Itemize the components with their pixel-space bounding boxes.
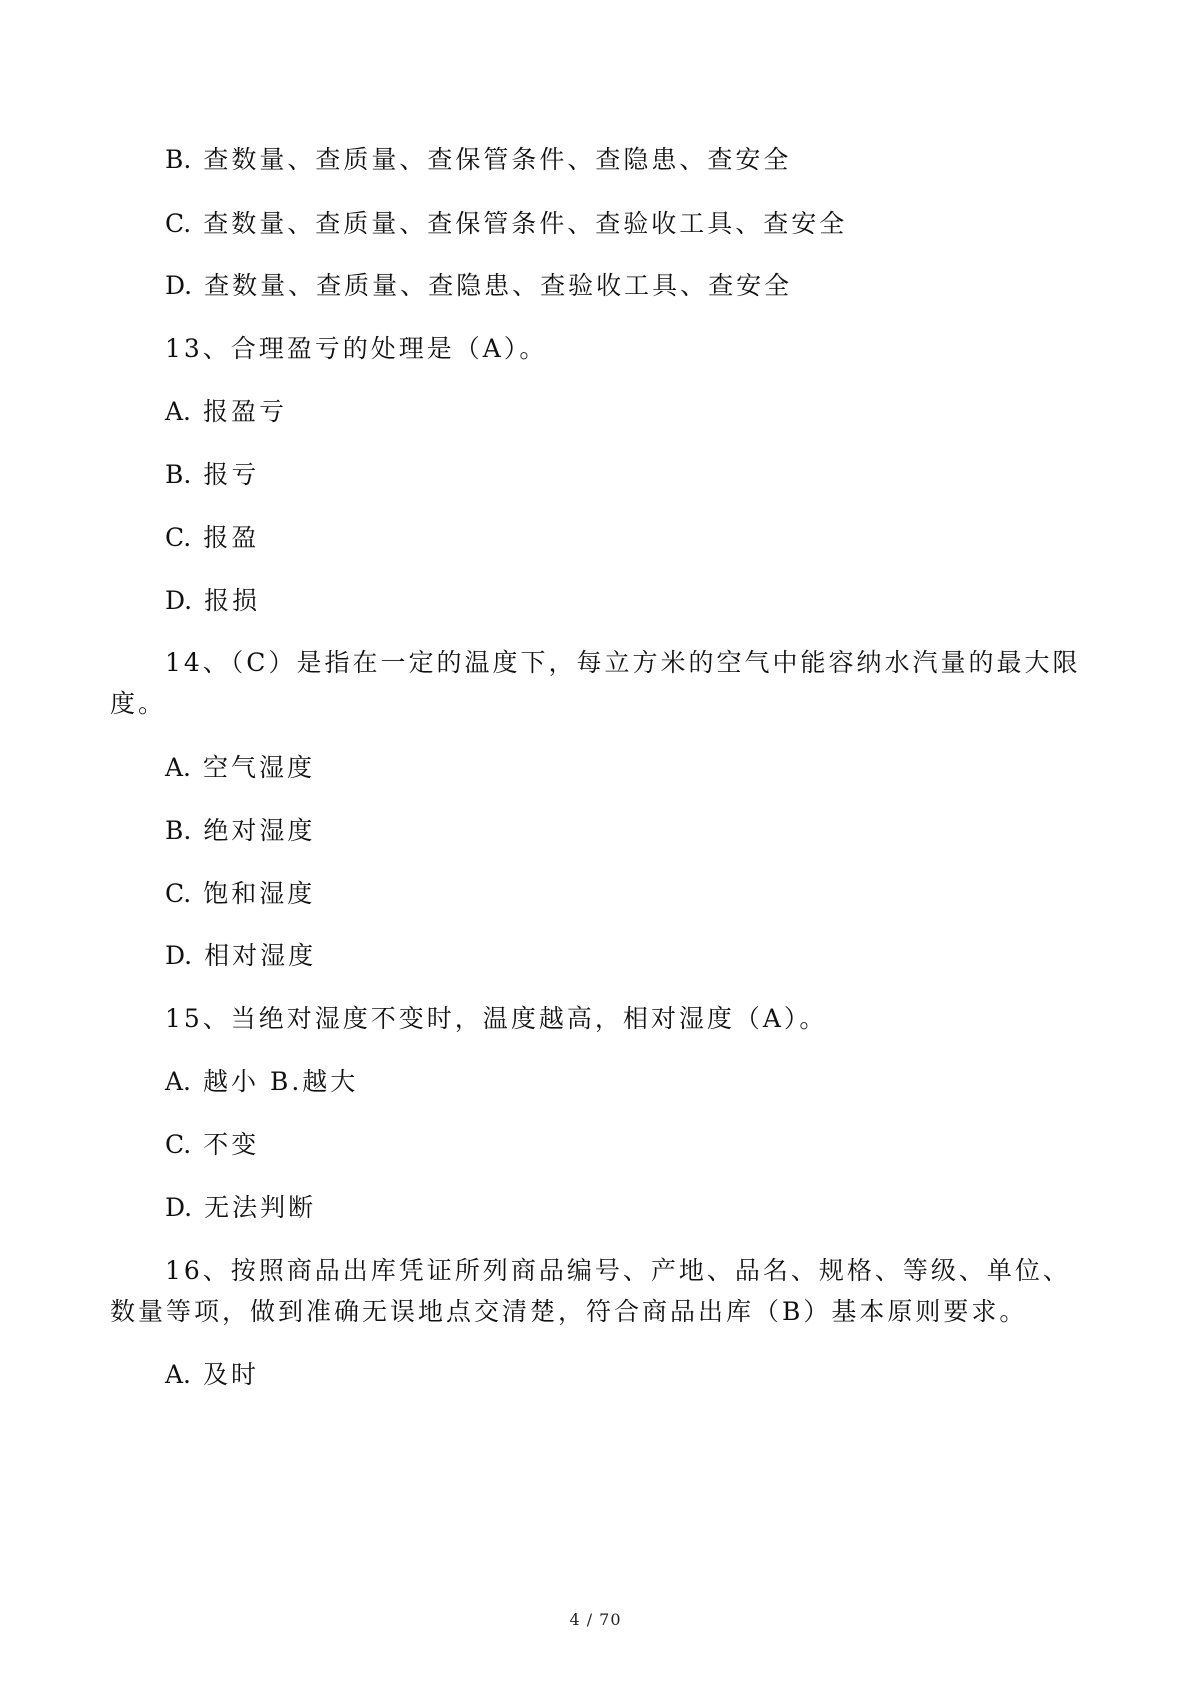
page-number: 4 / 70 — [569, 1610, 622, 1629]
option-15-a-b — [165, 1067, 358, 1097]
option-text: 无法判断 — [204, 1193, 317, 1222]
question-16-continuation: 数量等项，做到准确无误地点交清楚，符合商品出库（B）基本原则要求。 — [110, 1297, 1028, 1326]
option-letter: C. — [165, 1130, 192, 1159]
option-text: 及时 — [203, 1360, 260, 1389]
option-letter: D. — [165, 1193, 193, 1222]
option-text: 绝对湿度 — [203, 816, 316, 845]
option-14-c — [165, 879, 315, 909]
option-12-d — [165, 271, 792, 301]
option-14-d — [165, 941, 316, 971]
option-text: 报亏 — [203, 460, 260, 489]
option-text: 查数量、查质量、查保管条件、查验收工具、查安全 — [203, 209, 848, 238]
option-text: 查数量、查质量、查保管条件、查隐患、查安全 — [203, 145, 792, 174]
option-text: 相对湿度 — [204, 941, 317, 970]
option-text: 越小 B.越大 — [203, 1067, 359, 1096]
question-14-continuation: 度。 — [110, 689, 167, 718]
option-13-c — [165, 523, 259, 553]
option-letter: A. — [165, 397, 192, 426]
option-14-a — [165, 753, 315, 783]
option-letter: C. — [165, 209, 192, 238]
option-letter: D. — [165, 941, 193, 970]
option-letter: B. — [165, 816, 192, 845]
option-letter: A. — [165, 1360, 192, 1389]
option-letter: A. — [165, 1067, 192, 1096]
option-13-a — [165, 397, 287, 427]
option-letter: A. — [165, 753, 192, 782]
option-text: 报盈 — [203, 523, 260, 552]
question-14: 14、（C）是指在一定的温度下，每立方米的空气中能容纳水汽量的最大限 — [165, 648, 1081, 677]
option-14-b — [165, 816, 315, 846]
option-12-c — [165, 209, 847, 239]
question-16: 16、按照商品出库凭证所列商品编号、产地、品名、规格、等级、单位、 — [165, 1256, 1071, 1285]
option-text: 查数量、查质量、查隐患、查验收工具、查安全 — [204, 271, 793, 300]
question-13: 13、合理盈亏的处理是（A）。 — [165, 334, 548, 363]
option-15-d — [165, 1193, 316, 1223]
option-13-d — [165, 586, 260, 616]
option-16-a — [165, 1360, 259, 1390]
option-text: 报盈亏 — [203, 397, 288, 426]
option-letter: C. — [165, 879, 192, 908]
option-letter: D. — [165, 586, 193, 615]
option-13-b — [165, 460, 259, 490]
option-letter: D. — [165, 271, 193, 300]
option-12-b — [165, 145, 791, 175]
option-text: 空气湿度 — [203, 753, 316, 782]
option-text: 报损 — [204, 586, 261, 615]
option-15-c — [165, 1130, 259, 1160]
question-15: 15、当绝对湿度不变时，温度越高，相对湿度（A）。 — [165, 1004, 828, 1033]
option-letter: C. — [165, 523, 192, 552]
option-text: 不变 — [203, 1130, 260, 1159]
option-letter: B. — [165, 460, 192, 489]
option-text: 饱和湿度 — [203, 879, 316, 908]
option-letter: B. — [165, 145, 192, 174]
